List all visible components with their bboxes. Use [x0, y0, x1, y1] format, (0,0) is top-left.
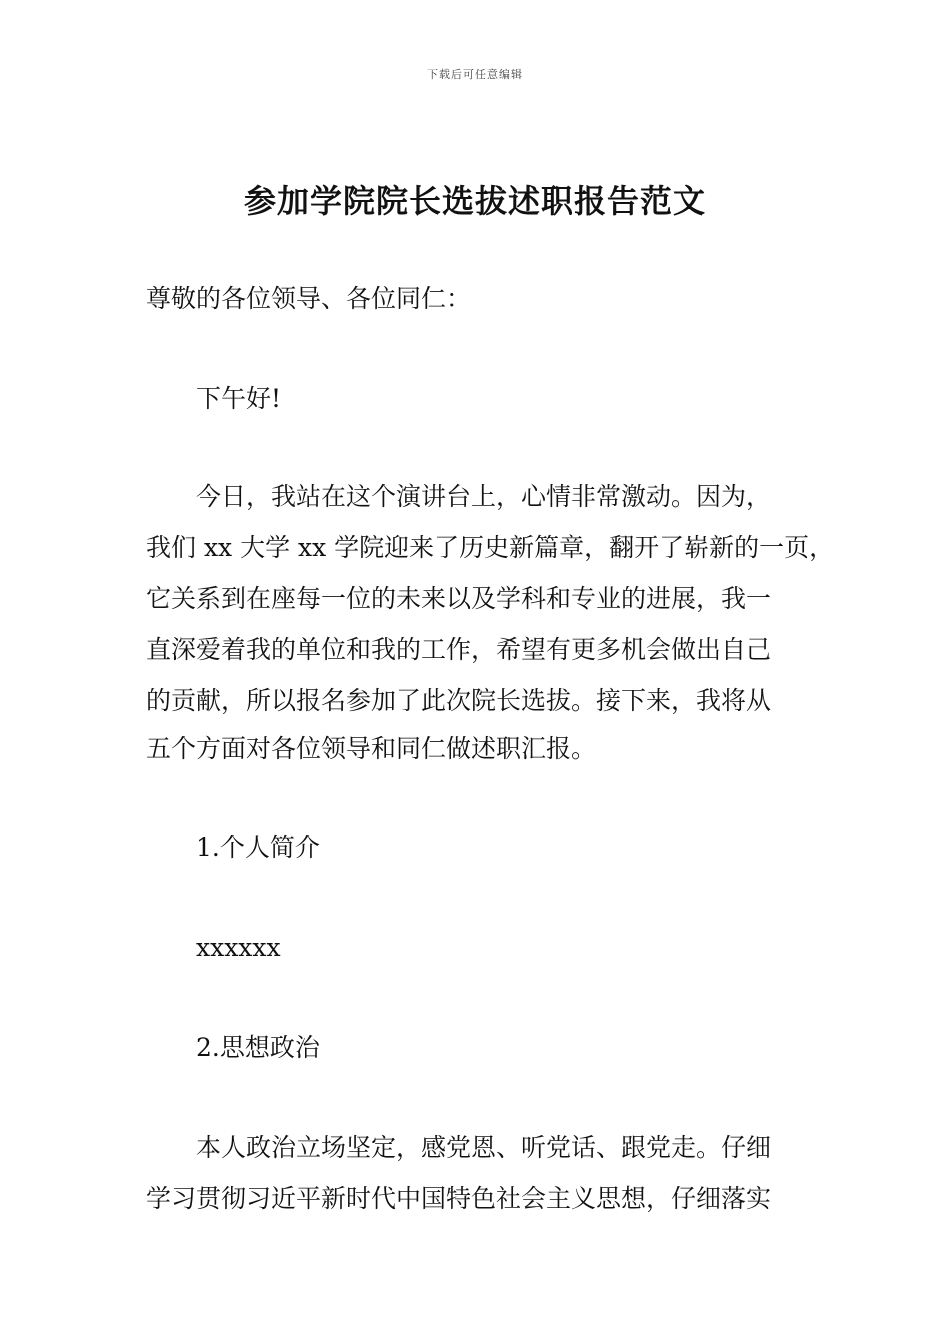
greeting: 下午好! [196, 384, 282, 413]
intro-line: 直深爱着我的单位和我的工作，希望有更多机会做出自己 [146, 635, 772, 664]
section-2-line: 本人政治立场坚定，感党恩、听党话、跟党走。仔细 [196, 1133, 772, 1162]
intro-line: 我们 xx 大学 xx 学院迎来了历史新篇章，翻开了崭新的一页， [146, 533, 835, 562]
section-2-heading: 2.思想政治 [196, 1033, 320, 1062]
section-1-heading: 1.个人简介 [196, 833, 320, 862]
intro-line: 五个方面对各位领导和同仁做述职汇报。 [146, 734, 597, 763]
document-title: 参加学院院长选拔述职报告范文 [243, 182, 706, 220]
section-2-line: 学习贯彻习近平新时代中国特色社会主义思想，仔细落实 [146, 1184, 772, 1213]
page-header-note: 下载后可任意编辑 [427, 68, 523, 81]
section-1-body: xxxxxx [196, 933, 281, 962]
salutation: 尊敬的各位领导、各位同仁： [146, 284, 472, 313]
intro-line: 今日，我站在这个演讲台上，心情非常激动。因为， [196, 482, 772, 511]
intro-line: 它关系到在座每一位的未来以及学科和专业的进展，我一 [146, 584, 772, 613]
intro-line: 的贡献，所以报名参加了此次院长选拔。接下来，我将从 [146, 686, 772, 715]
